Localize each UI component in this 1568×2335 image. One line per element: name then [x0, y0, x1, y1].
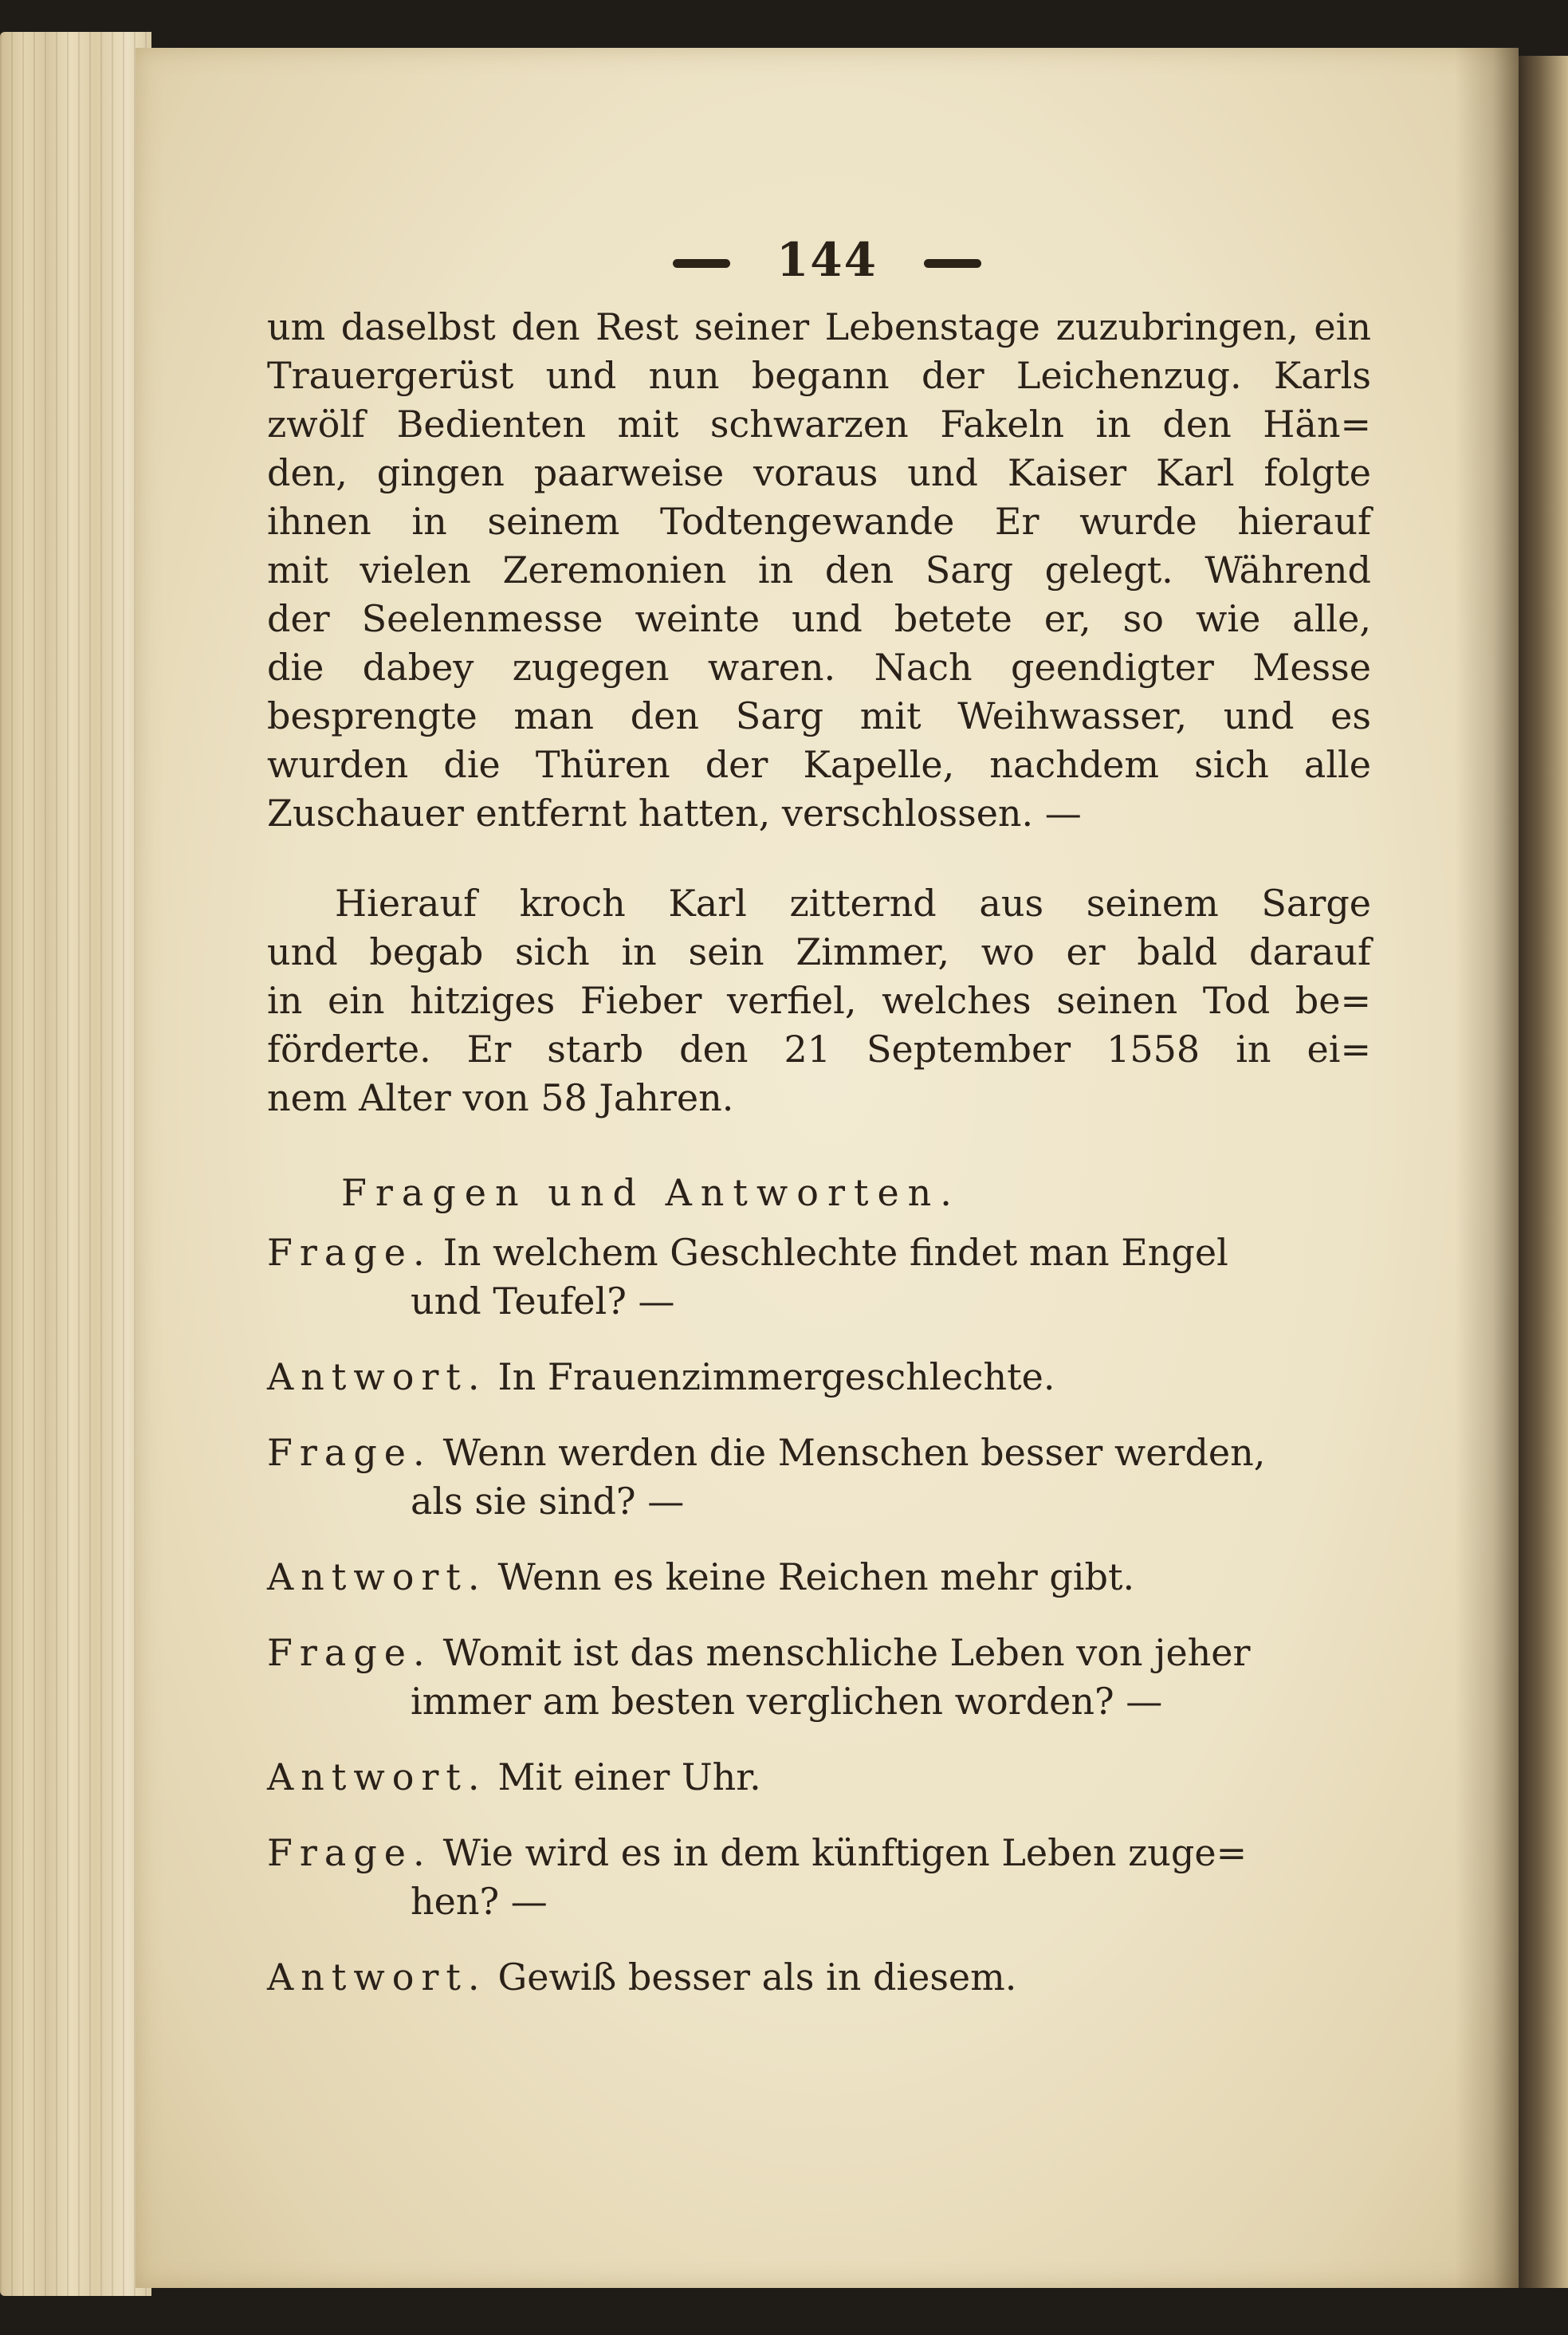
qa-label: Frage. — [267, 1631, 432, 1674]
text-line: in ein hitziges Fieber verfiel, welches seinen Tod be= — [267, 979, 1371, 1022]
qa-text: Wenn werden die Menschen besser werden, — [442, 1431, 1266, 1474]
qa-label: Antwort. — [267, 1555, 487, 1598]
qa-text: Mit einer Uhr. — [497, 1755, 761, 1798]
text-line: ihnen in seinem Todtengewande Er wurde hierauf — [267, 500, 1371, 543]
paragraph-death — [267, 879, 1371, 1122]
qa-text: Wie wird es in dem künftigen Leben zuge= — [442, 1831, 1248, 1874]
qa-section-heading: Fragen und Antworten. — [341, 1171, 961, 1214]
text-line: Zuschauer entfernt hatten, verschlossen. — — [267, 792, 1082, 835]
text-line: der Seelenmesse weinte und betete er, so wie alle, — [267, 597, 1371, 640]
page-number: 144 — [776, 233, 878, 287]
qa-continuation: als sie sind? — — [411, 1480, 685, 1523]
text-line: um daselbst den Rest seiner Lebenstage zuzubringen, ein — [267, 305, 1371, 348]
qa-answer — [267, 1953, 1371, 2002]
text-line: nem Alter von 58 Jahren. — [267, 1076, 734, 1119]
qa-continuation: immer am besten verglichen worden? — — [411, 1680, 1163, 1723]
text-line: zwölf Bedienten mit schwarzen Fakeln in den Hän= — [267, 403, 1371, 446]
text-line: die dabey zugegen waren. Nach geendigter Messe — [267, 646, 1371, 689]
header-dash-right — [924, 259, 981, 268]
qa-label: Antwort. — [267, 1355, 487, 1398]
qa-label: Antwort. — [267, 1956, 487, 1999]
text-line: förderte. Er starb den 21 September 1558 in ei= — [267, 1028, 1371, 1071]
text-line: und begab sich in sein Zimmer, wo er bald darauf — [267, 930, 1371, 973]
qa-label: Frage. — [267, 1231, 432, 1274]
qa-text: Gewiß besser als in diesem. — [497, 1956, 1017, 1999]
qa-question — [267, 1829, 1371, 1926]
qa-text: Womit ist das menschliche Leben von jeher — [442, 1631, 1251, 1674]
qa-label: Antwort. — [267, 1755, 487, 1798]
qa-answer — [267, 1553, 1371, 1602]
qa-answer — [267, 1753, 1371, 1802]
qa-continuation: hen? — — [411, 1880, 548, 1923]
paragraph-funeral — [267, 303, 1371, 838]
text-line: besprengte man den Sarg mit Weihwasser, und es — [267, 694, 1371, 737]
text-line: Trauergerüst und nun begann der Leichenzug. Karls — [267, 354, 1371, 397]
text-line: Hierauf kroch Karl zitternd aus seinem Sarge — [335, 882, 1371, 925]
qa-answer — [267, 1353, 1371, 1401]
header-dash-left — [673, 259, 730, 268]
qa-text: Wenn es keine Reichen mehr gibt. — [497, 1555, 1135, 1598]
page-gutter-shadow — [1455, 48, 1519, 2288]
qa-label: Frage. — [267, 1431, 432, 1474]
binding-edge — [1519, 56, 1568, 2288]
qa-question — [267, 1429, 1371, 1526]
text-line: wurden die Thüren der Kapelle, nachdem sich alle — [267, 743, 1371, 786]
qa-question — [267, 1228, 1371, 1326]
qa-text: In welchem Geschlechte findet man Engel — [442, 1231, 1228, 1274]
text-line: den, gingen paarweise voraus und Kaiser Karl folgte — [267, 451, 1371, 494]
qa-continuation: und Teufel? — — [411, 1280, 675, 1323]
qa-text: In Frauenzimmergeschlechte. — [497, 1355, 1055, 1398]
qa-question — [267, 1629, 1371, 1726]
page-header — [136, 233, 1519, 287]
page-body — [267, 303, 1371, 2029]
page-stack-lines — [0, 32, 151, 2296]
text-line: mit vielen Zeremonien in den Sarg gelegt. Während — [267, 548, 1371, 592]
qa-label: Frage. — [267, 1831, 432, 1874]
